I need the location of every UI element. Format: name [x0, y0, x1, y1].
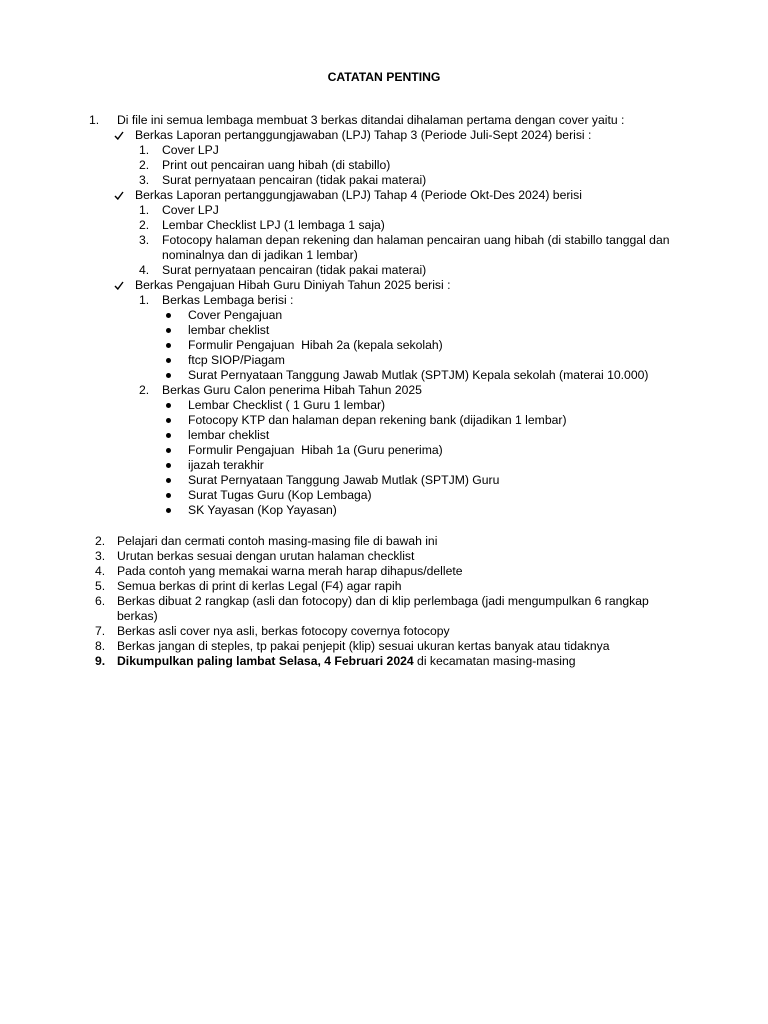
bullet-text: Formulir Pengajuan Hibah 1a (Guru penerima): [188, 443, 443, 457]
checkmark-icon: [114, 188, 125, 203]
bullet-icon: [166, 358, 171, 363]
bullet-text: Fotocopy KTP dan halaman depan rekening bank (dijadikan 1 lembar): [188, 413, 567, 427]
check-item-text: Berkas Laporan pertanggungjawaban (LPJ) Tahap 4 (Periode Okt-Des 2024) berisi: [135, 188, 582, 202]
bullet-text: Surat Tugas Guru (Kop Lembaga): [188, 488, 372, 502]
bullet-text: ijazah terakhir: [188, 458, 264, 472]
bullet-icon: [166, 328, 171, 333]
bullet-icon: [166, 508, 171, 513]
list-text: Berkas Guru Calon penerima Hibah Tahun 2025: [162, 383, 422, 397]
list-text: Berkas Lembaga berisi :: [162, 293, 294, 307]
bullet-text: Formulir Pengajuan Hibah 2a (kepala sekolah): [188, 338, 443, 352]
list-text: Surat pernyataan pencairan (tidak pakai materai): [162, 173, 427, 187]
bullet-text: SK Yayasan (Kop Yayasan): [188, 503, 337, 517]
list-text: Semua berkas di print di kerlas Legal (F4) agar rapih: [117, 579, 402, 593]
checkmark-icon: [114, 278, 125, 293]
list-text: Berkas asli cover nya asli, berkas fotocopy covernya fotocopy: [117, 624, 450, 638]
bullet-icon: [166, 418, 171, 423]
list-number: 3.: [139, 173, 150, 187]
bullet-icon: [166, 478, 171, 483]
list-text: Print out pencairan uang hibah (di stabillo): [162, 158, 391, 172]
list-text: Fotocopy halaman depan rekening dan halaman pencairan uang hibah (di stabillo tanggal dan: [162, 233, 670, 247]
list-text: Berkas dibuat 2 rangkap (asli dan fotocopy) dan di klip perlembaga (jadi mengumpulkan 6 rangkap: [117, 594, 649, 608]
list-text: Surat pernyataan pencairan (tidak pakai materai): [162, 263, 427, 277]
list-text: Pelajari dan cermati contoh masing-masing file di bawah ini: [117, 534, 438, 548]
list-number: 9.: [95, 654, 106, 668]
bullet-icon: [166, 433, 171, 438]
list-number: 2.: [139, 158, 150, 172]
bullet-icon: [166, 403, 171, 408]
list-number: 6.: [95, 594, 106, 608]
list-text: Di file ini semua lembaga membuat 3 berkas ditandai dihalaman pertama dengan cover yaitu :: [117, 113, 625, 127]
list-number: 5.: [95, 579, 106, 593]
list-text: [117, 654, 576, 669]
checkmark-icon: [114, 128, 125, 143]
bullet-text: Lembar Checklist ( 1 Guru 1 lembar): [188, 398, 386, 412]
list-text: Lembar Checklist LPJ (1 lembaga 1 saja): [162, 218, 385, 232]
list-number: 2.: [139, 218, 150, 232]
list-number: 4.: [95, 564, 106, 578]
bullet-text: Surat Pernyataan Tanggung Jawab Mutlak (SPTJM) Guru: [188, 473, 500, 487]
list-number: 7.: [95, 624, 106, 638]
list-number: 1.: [89, 113, 100, 127]
check-item-text: Berkas Pengajuan Hibah Guru Diniyah Tahun 2025 berisi :: [135, 278, 451, 292]
bullet-text: ftcp SIOP/Piagam: [188, 353, 285, 367]
page-title: CATATAN PENTING: [327, 70, 441, 84]
list-number: 2.: [95, 534, 106, 548]
bullet-text: lembar cheklist: [188, 428, 270, 442]
deadline-location-text: di kecamatan masing-masing: [413, 654, 576, 668]
bullet-text: Surat Pernyataan Tanggung Jawab Mutlak (SPTJM) Kepala sekolah (materai 10.000): [188, 368, 649, 382]
list-number: 8.: [95, 639, 106, 653]
bullet-icon: [166, 343, 171, 348]
bullet-text: lembar cheklist: [188, 323, 270, 337]
deadline-text: Dikumpulkan paling lambat Selasa, 4 Februari 2024: [117, 654, 414, 668]
list-text: nominalnya dan di jadikan 1 lembar): [162, 248, 358, 262]
list-text: berkas): [117, 609, 158, 623]
bullet-icon: [166, 493, 171, 498]
bullet-icon: [166, 448, 171, 453]
list-number: 3.: [95, 549, 106, 563]
list-number: 1.: [139, 203, 150, 217]
bullet-text: Cover Pengajuan: [188, 308, 283, 322]
list-text: Cover LPJ: [162, 203, 219, 217]
list-number: 3.: [139, 233, 150, 247]
list-text: Urutan berkas sesuai dengan urutan halaman checklist: [117, 549, 415, 563]
list-text: Pada contoh yang memakai warna merah harap dihapus/dellete: [117, 564, 463, 578]
list-number: 4.: [139, 263, 150, 277]
bullet-icon: [166, 373, 171, 378]
list-text: Cover LPJ: [162, 143, 219, 157]
list-number: 2.: [139, 383, 150, 397]
check-item-text: Berkas Laporan pertanggungjawaban (LPJ) Tahap 3 (Periode Juli-Sept 2024) berisi :: [135, 128, 592, 142]
list-number: 1.: [139, 143, 150, 157]
bullet-icon: [166, 313, 171, 318]
list-number: 1.: [139, 293, 150, 307]
list-text: Berkas jangan di steples, tp pakai penjepit (klip) sesuai ukuran kertas banyak atau tidaknya: [117, 639, 610, 653]
bullet-icon: [166, 463, 171, 468]
